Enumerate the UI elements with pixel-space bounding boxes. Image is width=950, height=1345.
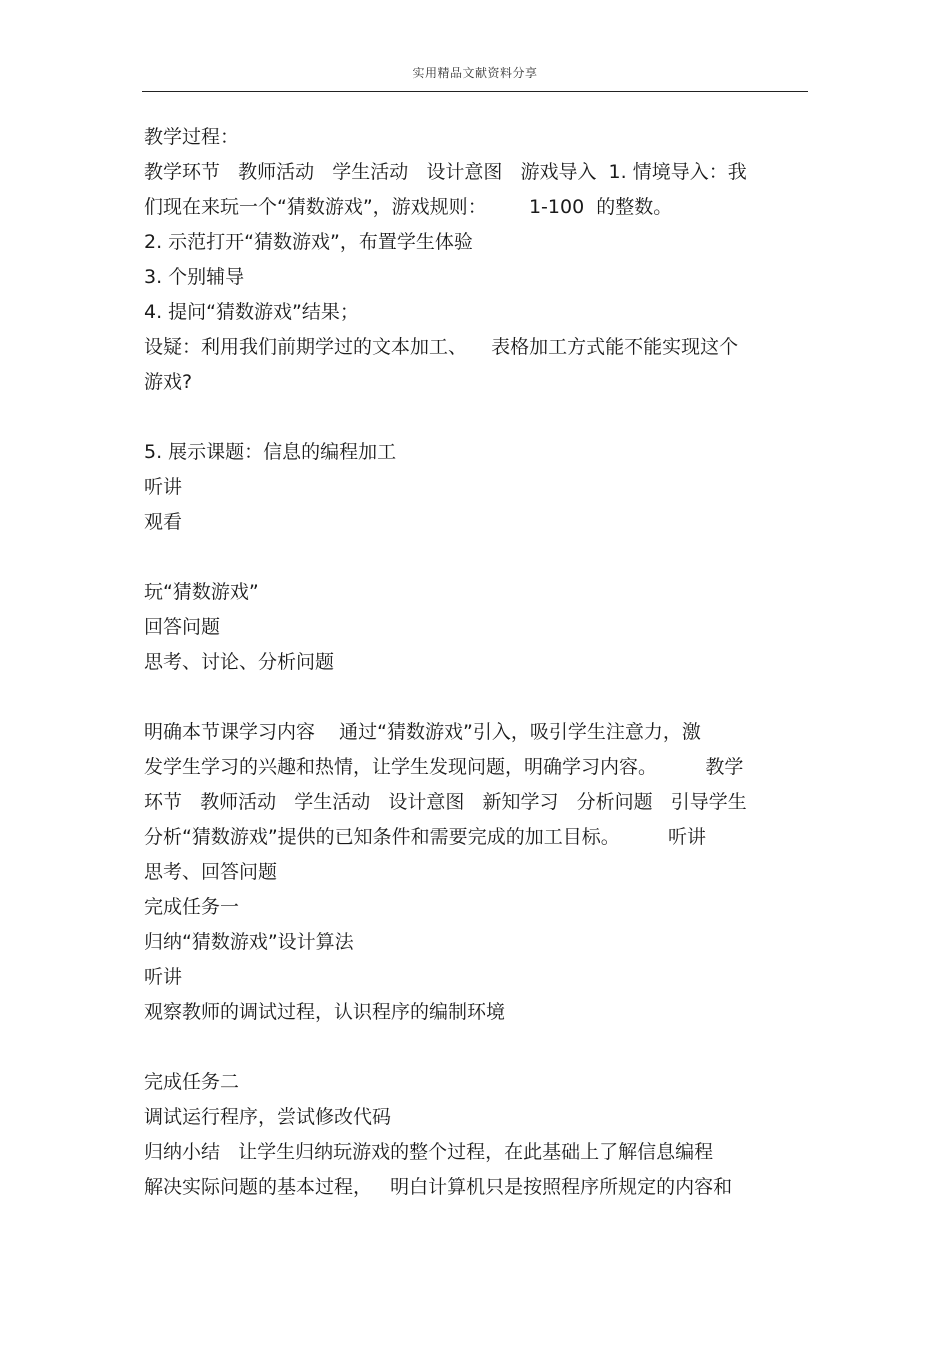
text-line: 观看 xyxy=(144,511,183,533)
text-line: 环节 教师活动 学生活动 设计意图 新知学习 分析问题 引导学生 xyxy=(144,791,747,813)
blank-line xyxy=(144,680,809,715)
text-line: 完成任务二 xyxy=(144,1071,240,1093)
text-line: 4. 提问“猜数游戏”结果； xyxy=(144,301,359,323)
text-line: 玩“猜数游戏” xyxy=(144,581,259,603)
text-line: 归纳小结 让学生归纳玩游戏的整个过程，在此基础上了解信息编程 xyxy=(144,1141,714,1163)
text-line: 听讲 xyxy=(144,476,183,498)
text-line: 思考、回答问题 xyxy=(144,861,278,883)
text-line: 3. 个别辅导 xyxy=(144,266,245,288)
text-line: 回答问题 xyxy=(144,616,221,638)
text-line: 2. 示范打开“猜数游戏”，布置学生体验 xyxy=(144,231,473,253)
text-line: 明确本节课学习内容 通过“猜数游戏”引入，吸引学生注意力，激 xyxy=(144,721,701,743)
blank-line xyxy=(144,400,809,435)
text-line: 游戏? xyxy=(144,371,193,393)
text-line: 归纳“猜数游戏”设计算法 xyxy=(144,931,354,953)
text-line: 们现在来玩一个“猜数游戏”，游戏规则： 1-100 的整数。 xyxy=(144,196,673,218)
document-body xyxy=(144,120,809,1205)
text-line: 调试运行程序，尝试修改代码 xyxy=(144,1106,392,1128)
text-line: 分析“猜数游戏”提供的已知条件和需要完成的加工目标。 听讲 xyxy=(144,826,707,848)
text-line: 教学环节 教师活动 学生活动 设计意图 游戏导入 1. 情境导入：我 xyxy=(144,161,747,183)
header-divider xyxy=(142,91,808,92)
text-line: 发学生学习的兴趣和热情，让学生发现问题，明确学习内容。 教学 xyxy=(144,756,744,778)
text-line: 解决实际问题的基本过程， 明白计算机只是按照程序所规定的内容和 xyxy=(144,1176,733,1198)
blank-line xyxy=(144,1030,809,1065)
blank-line xyxy=(144,540,809,575)
text-line: 思考、讨论、分析问题 xyxy=(144,651,335,673)
text-line: 教学过程： xyxy=(144,126,240,148)
page-header: 实用精品文献资料分享 xyxy=(412,66,538,80)
text-line: 听讲 xyxy=(144,966,183,988)
text-line: 5. 展示课题：信息的编程加工 xyxy=(144,441,397,463)
text-line: 设疑：利用我们前期学过的文本加工、 表格加工方式能不能实现这个 xyxy=(144,336,739,358)
text-line: 完成任务一 xyxy=(144,896,240,918)
text-line: 观察教师的调试过程，认识程序的编制环境 xyxy=(144,1001,506,1023)
